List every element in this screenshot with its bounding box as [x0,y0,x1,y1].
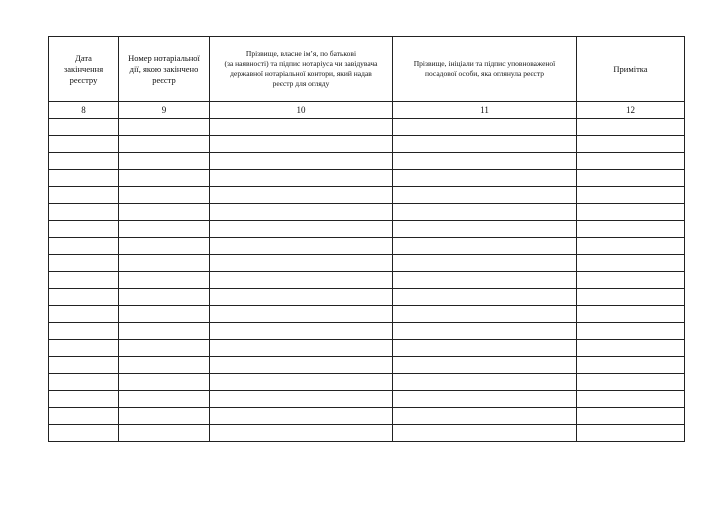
header-text-line: Дата [75,52,92,63]
empty-table-cell [210,357,393,374]
empty-table-row [49,204,685,221]
empty-table-cell [577,289,685,306]
empty-table-cell [577,119,685,136]
empty-table-cell [49,187,119,204]
empty-table-cell [49,272,119,289]
register-table [48,36,685,442]
empty-table-cell [119,272,210,289]
empty-table-cell [49,136,119,153]
empty-table-cell [119,119,210,136]
empty-table-cell [210,238,393,255]
empty-table-cell [393,119,577,136]
empty-table-cell [577,238,685,255]
header-row [49,37,685,102]
empty-table-cell [577,357,685,374]
column-number: 10 [210,102,393,119]
column-number: 12 [577,102,685,119]
empty-table-cell [49,221,119,238]
empty-table-row [49,289,685,306]
empty-table-cell [49,340,119,357]
empty-table-row [49,136,685,153]
empty-table-cell [393,408,577,425]
empty-table-cell [393,204,577,221]
empty-table-cell [577,306,685,323]
header-text-line: реєстру [69,74,98,85]
empty-table-cell [210,391,393,408]
empty-table-cell [577,187,685,204]
header-text-line: Номер нотаріальної [128,52,200,63]
empty-table-cell [577,153,685,170]
empty-table-cell [210,374,393,391]
empty-table-cell [393,289,577,306]
empty-table-cell [577,221,685,238]
header-notarial-act-number [119,37,210,102]
header-note [577,37,685,102]
empty-table-cell [49,391,119,408]
empty-table-cell [49,255,119,272]
empty-table-cell [210,306,393,323]
empty-table-row [49,357,685,374]
empty-table-cell [119,136,210,153]
empty-table-cell [119,238,210,255]
empty-table-cell [210,187,393,204]
empty-table-cell [210,204,393,221]
empty-table-cell [210,119,393,136]
empty-table-cell [49,323,119,340]
empty-table-cell [577,204,685,221]
empty-table-cell [393,306,577,323]
empty-table-cell [393,255,577,272]
empty-table-cell [577,323,685,340]
column-number: 11 [393,102,577,119]
empty-table-cell [49,119,119,136]
header-text-line: (за наявності) та підпис нотаріуса чи завідувача [224,59,378,68]
header-text-line: реєстр [152,74,176,85]
header-text-line: Примітка [613,63,648,74]
empty-table-cell [393,136,577,153]
empty-table-cell [49,357,119,374]
empty-table-row [49,323,685,340]
empty-table-cell [393,272,577,289]
header-inspector-signature [393,37,577,102]
header-text-line: реєстр для огляду [272,79,330,88]
empty-table-row [49,221,685,238]
empty-table-cell [393,357,577,374]
empty-table-cell [577,391,685,408]
empty-table-cell [210,255,393,272]
empty-table-row [49,425,685,442]
header-text-line: посадової особи, яка оглянула реєстр [424,69,544,78]
header-text-line: дії, якою закінчено [129,63,199,74]
empty-table-cell [119,153,210,170]
header-text-line: Прізвище, ініціали та підпис уповноваженої [413,59,556,68]
empty-table-row [49,272,685,289]
empty-table-row [49,187,685,204]
empty-table-cell [119,391,210,408]
empty-table-cell [119,357,210,374]
header-notary-name-signature [210,37,393,102]
empty-table-row [49,255,685,272]
empty-table-cell [119,289,210,306]
empty-table-cell [210,136,393,153]
empty-table-cell [210,153,393,170]
header-date-end [49,37,119,102]
empty-table-row [49,391,685,408]
empty-table-cell [210,340,393,357]
empty-table-cell [49,170,119,187]
empty-table-cell [210,289,393,306]
empty-table-cell [577,272,685,289]
header-text-line: закінчення [63,63,104,74]
empty-table-cell [119,255,210,272]
empty-table-cell [393,153,577,170]
empty-table-cell [393,391,577,408]
empty-table-cell [393,238,577,255]
empty-table-cell [393,221,577,238]
register-body [49,102,685,442]
empty-table-cell [393,374,577,391]
empty-table-cell [49,425,119,442]
empty-table-cell [210,272,393,289]
empty-table-row [49,153,685,170]
empty-table-cell [49,204,119,221]
header-text-line: державної нотаріальної контори, який надав [230,69,372,78]
empty-table-cell [210,408,393,425]
empty-table-cell [577,374,685,391]
empty-table-cell [119,374,210,391]
empty-table-cell [119,170,210,187]
empty-table-cell [119,187,210,204]
empty-table-cell [49,153,119,170]
empty-table-cell [49,408,119,425]
empty-table-cell [119,323,210,340]
empty-table-cell [119,221,210,238]
column-number: 9 [119,102,210,119]
empty-table-cell [49,374,119,391]
empty-table-cell [393,323,577,340]
empty-table-cell [119,204,210,221]
column-number: 8 [49,102,119,119]
empty-table-row [49,340,685,357]
empty-table-row [49,374,685,391]
empty-table-cell [49,289,119,306]
empty-table-row [49,119,685,136]
empty-table-cell [577,408,685,425]
empty-table-cell [119,425,210,442]
empty-table-cell [393,340,577,357]
empty-table-cell [393,425,577,442]
empty-table-cell [393,187,577,204]
empty-table-cell [393,170,577,187]
empty-table-cell [577,170,685,187]
empty-table-cell [210,221,393,238]
empty-table-cell [119,408,210,425]
empty-table-cell [577,425,685,442]
empty-table-cell [577,340,685,357]
empty-table-cell [49,306,119,323]
column-number-row [49,102,685,119]
empty-table-row [49,238,685,255]
empty-table-cell [210,323,393,340]
empty-table-cell [49,238,119,255]
empty-table-cell [119,340,210,357]
empty-table-cell [210,170,393,187]
empty-table-cell [577,255,685,272]
empty-table-cell [577,136,685,153]
empty-table-row [49,408,685,425]
empty-table-cell [119,306,210,323]
empty-table-row [49,170,685,187]
empty-table-row [49,306,685,323]
header-text-line: Прізвище, власне ім’я, по батькові [245,49,357,58]
empty-table-cell [210,425,393,442]
